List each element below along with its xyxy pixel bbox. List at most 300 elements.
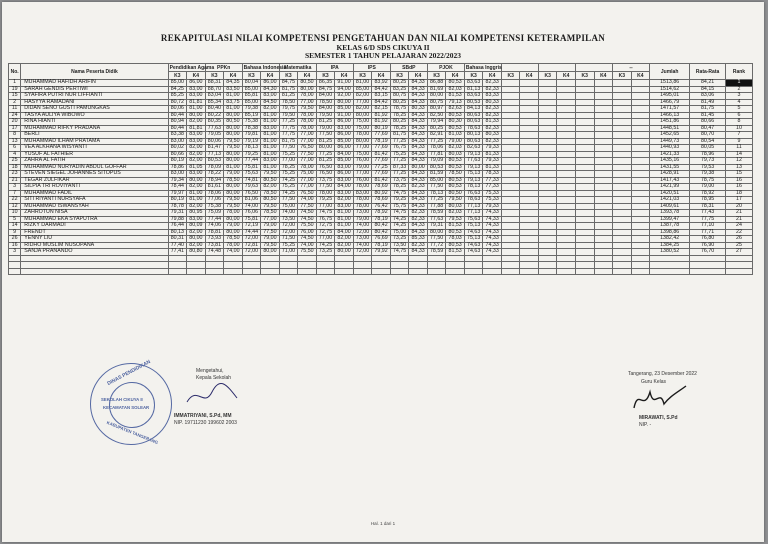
cell-name: SARAH GENDIS PERTIWI	[21, 86, 168, 93]
cell-score: 74,25	[390, 223, 409, 230]
cell-score: 78,03	[446, 236, 465, 243]
cell-rank: 1	[725, 80, 752, 87]
cell-score: 80,53	[446, 158, 465, 165]
cell-score: 74,25	[390, 216, 409, 223]
cell-score: 82,00	[187, 242, 206, 249]
cell-score: 79,33	[483, 158, 502, 165]
cell-score: 83,38	[168, 132, 187, 139]
cell-score: 76,44	[168, 223, 187, 230]
cell-score: 82,00	[187, 203, 206, 210]
cell-score: 84,33	[409, 249, 428, 256]
cell-score: 79,00	[224, 171, 243, 178]
cell-rata: 76,90	[690, 242, 726, 249]
cell-score: 80,50	[298, 80, 317, 87]
cell-score: 78,00	[298, 164, 317, 171]
cell-score: 77,25	[316, 151, 335, 158]
cell-no: 2	[9, 99, 21, 106]
cell-rata: 79,38	[690, 171, 726, 178]
cell-score: 80,50	[261, 197, 280, 204]
cell-no: 24	[9, 112, 21, 119]
report-page	[2, 2, 764, 542]
empty-cell	[725, 268, 752, 275]
cell-score: 78,75	[390, 106, 409, 113]
cell-rank: 9	[725, 138, 752, 145]
cell-score: 81,75	[390, 132, 409, 139]
cell-score: 80,30	[446, 119, 465, 126]
cell-rank: 6	[725, 112, 752, 119]
cell-score: 75,00	[353, 151, 372, 158]
cell-score: 83,00	[187, 171, 206, 178]
cell-score: 75,81	[242, 164, 261, 171]
empty-cell	[483, 268, 502, 275]
cell-score: 76,50	[298, 145, 317, 152]
cell-name: MUHAMMAD RIFKY PRADANA	[21, 125, 168, 132]
cell-no: 26	[9, 236, 21, 243]
cell-score: 80,53	[446, 184, 465, 191]
cell-score: 83,00	[187, 93, 206, 100]
cell-score: 80,00	[298, 86, 317, 93]
empty-cell	[538, 268, 557, 275]
cell-rata: 81,45	[690, 112, 726, 119]
cell-rank: 11	[725, 145, 752, 152]
cell-score: 81,00	[261, 119, 280, 126]
cell-score: 78,59	[427, 210, 446, 217]
cell-score: 72,75	[316, 229, 335, 236]
cell-rank: 5	[725, 106, 752, 113]
header-k3: K3	[576, 72, 595, 80]
left-signature	[182, 380, 242, 410]
report-title: REKAPITULASI NILAI KOMPETENSI PENGETAHUAN DAN NILAI KOMPETENSI KETERAMPILAN	[160, 33, 606, 43]
header-k3: K3	[390, 72, 409, 80]
cell-score: 79,34	[168, 177, 187, 184]
cell-score: 81,13	[464, 86, 483, 93]
cell-jumlah: 1449,73	[650, 138, 690, 145]
header-subject	[576, 64, 613, 72]
cell-score: 82,03	[446, 210, 465, 217]
cell-score: 82,00	[187, 184, 206, 191]
cell-score: 78,00	[316, 190, 335, 197]
cell-score: 83,04	[205, 93, 224, 100]
empty-cell	[594, 268, 613, 275]
cell-score: 83,00	[168, 171, 187, 178]
empty-cell	[224, 268, 243, 275]
cell-score: 79,50	[224, 197, 243, 204]
cell-score: 79,81	[242, 132, 261, 139]
cell-score: 80,19	[168, 197, 187, 204]
cell-name: MUHAMMAD FADIL	[21, 190, 168, 197]
cell-score: 77,75	[279, 125, 298, 132]
cell-score: 75,63	[464, 216, 483, 223]
cell-score: 78,50	[261, 190, 280, 197]
cell-score: 74,25	[279, 177, 298, 184]
cell-score: 80,00	[224, 125, 243, 132]
cell-score: 82,33	[483, 112, 502, 119]
empty-cell	[557, 268, 576, 275]
cell-score: 79,50	[261, 242, 280, 249]
cell-rank: 17	[725, 197, 752, 204]
header-k4: K4	[261, 72, 280, 80]
cell-score: 75,38	[242, 119, 261, 126]
cell-score: 72,00	[353, 249, 372, 256]
cell-rata: 78,92	[690, 190, 726, 197]
cell-score: 73,50	[390, 242, 409, 249]
cell-score: 81,00	[224, 164, 243, 171]
cell-score: 84,00	[335, 184, 354, 191]
empty-cell	[298, 268, 317, 275]
cell-rank: 26	[725, 236, 752, 243]
cell-score: 72,00	[279, 223, 298, 230]
cell-score: 78,94	[205, 177, 224, 184]
cell-score: 75,33	[483, 197, 502, 204]
cell-score: 81,25	[316, 119, 335, 126]
cell-score: 80,53	[446, 177, 465, 184]
cell-score: 81,25	[316, 138, 335, 145]
cell-name: SITI RIYANTI NURSYAFA	[21, 197, 168, 204]
header-k3: K3	[279, 72, 298, 80]
cell-rank: 12	[725, 158, 752, 165]
cell-score: 80,42	[372, 223, 391, 230]
cell-score: 75,38	[205, 203, 224, 210]
cell-score: 80,00	[224, 132, 243, 139]
cell-score: 79,05	[205, 132, 224, 139]
cell-no: 4	[9, 151, 21, 158]
cell-score: 72,81	[242, 242, 261, 249]
cell-jumlah: 1421,99	[650, 184, 690, 191]
cell-score: 77,33	[483, 184, 502, 191]
cell-score: 78,19	[372, 242, 391, 249]
cell-score: 82,63	[446, 106, 465, 113]
cell-score: 81,00	[187, 106, 206, 113]
cell-score: 81,05	[187, 164, 206, 171]
cell-score: 79,13	[446, 99, 465, 106]
cell-score: 78,78	[168, 203, 187, 210]
cell-score: 77,69	[372, 145, 391, 152]
cell-score: 77,00	[298, 177, 317, 184]
cell-score: 76,50	[242, 190, 261, 197]
cell-score: 81,00	[224, 106, 243, 113]
empty-cell	[372, 268, 391, 275]
cell-score: 81,53	[446, 249, 465, 256]
cell-score: 77,50	[279, 197, 298, 204]
cell-score: 79,50	[261, 171, 280, 178]
cell-score: 84,13	[464, 106, 483, 113]
cell-score: 80,25	[427, 125, 446, 132]
cell-score: 84,00	[316, 93, 335, 100]
cell-score: 83,00	[335, 125, 354, 132]
cell-score: 84,33	[409, 190, 428, 197]
cell-score: 78,09	[205, 164, 224, 171]
cell-score: 85,34	[205, 99, 224, 106]
cell-score: 75,25	[390, 151, 409, 158]
cell-score: 76,63	[464, 190, 483, 197]
cell-score: 85,00	[335, 106, 354, 113]
cell-score: 81,00	[187, 190, 206, 197]
cell-score: 82,00	[261, 106, 280, 113]
cell-score: 80,00	[224, 229, 243, 236]
cell-score: 80,00	[224, 190, 243, 197]
cell-score: 79,25	[390, 197, 409, 204]
header-subject: Bahasa Indonesia	[243, 64, 287, 71]
cell-score: 79,50	[224, 203, 243, 210]
report-class: KELAS 6/D SDS CIKUYA II	[336, 43, 430, 52]
cell-jumlah: 1420,51	[650, 190, 690, 197]
cell-score: 78,59	[427, 249, 446, 256]
cell-name: STEVEN SIEGEL JOHANNES SITOPUS	[21, 171, 168, 178]
cell-score: 78,63	[464, 125, 483, 132]
cell-score: 78,25	[279, 164, 298, 171]
cell-name: MUHAMMAD ILHAM PRATAMA	[21, 138, 168, 145]
cell-score: 76,06	[242, 210, 261, 217]
empty-cell	[501, 268, 520, 275]
cell-score: 78,00	[298, 112, 317, 119]
cell-score: 80,50	[261, 177, 280, 184]
header-k4: K4	[446, 72, 465, 80]
header-name: Nama Peserta Didik	[21, 64, 168, 80]
cell-score: 86,00	[261, 80, 280, 87]
cell-score: 80,19	[372, 125, 391, 132]
cell-score: 80,63	[464, 119, 483, 126]
cell-rank: 24	[725, 223, 752, 230]
cell-score: 82,33	[409, 210, 428, 217]
cell-rata: 78,31	[690, 203, 726, 210]
cell-score: 88,70	[205, 86, 224, 93]
cell-score: 80,50	[446, 190, 465, 197]
cell-rank: 16	[725, 184, 752, 191]
cell-score: 74,48	[205, 249, 224, 256]
cell-score: 75,00	[298, 171, 317, 178]
cell-rata: 77,10	[690, 223, 726, 230]
cell-score: 85,33	[409, 236, 428, 243]
header-k4: K4	[335, 72, 354, 80]
cell-score: 84,33	[409, 132, 428, 139]
cell-score: 84,33	[409, 171, 428, 178]
cell-no: 10	[9, 210, 21, 217]
cell-score: 77,00	[316, 236, 335, 243]
cell-score: 80,00	[224, 112, 243, 119]
empty-cell	[650, 268, 690, 275]
cell-score: 75,25	[279, 242, 298, 249]
cell-score: 82,00	[187, 151, 206, 158]
cell-score: 75,25	[279, 151, 298, 158]
cell-score: 86,00	[335, 171, 354, 178]
cell-score: 72,00	[242, 236, 261, 243]
stamp-text-mid1: SEKOLAH CIKUYA II	[101, 397, 143, 402]
cell-no: 3	[9, 249, 21, 256]
cell-score: 77,41	[168, 249, 187, 256]
cell-score: 77,00	[298, 184, 317, 191]
header-k4: K4	[409, 72, 428, 80]
cell-score: 79,09	[427, 158, 446, 165]
cell-score: 73,00	[353, 210, 372, 217]
cell-score: 82,33	[483, 125, 502, 132]
cell-score: 84,42	[372, 99, 391, 106]
empty-cell	[390, 268, 409, 275]
empty-cell	[613, 268, 632, 275]
cell-score: 80,53	[446, 80, 465, 87]
cell-score: 84,00	[335, 229, 354, 236]
cell-score: 77,00	[298, 138, 317, 145]
cell-score: 83,15	[372, 93, 391, 100]
cell-score: 80,53	[446, 112, 465, 119]
cell-score: 82,00	[187, 145, 206, 152]
cell-jumlah: 1384,25	[650, 242, 690, 249]
header-subject: PPKn	[205, 64, 242, 72]
empty-cell	[464, 268, 483, 275]
cell-rata: 84,21	[690, 80, 726, 87]
cell-score: 83,00	[335, 164, 354, 171]
cell-score: 74,50	[298, 210, 317, 217]
cell-score: 78,00	[353, 132, 372, 139]
cell-score: 78,19	[372, 138, 391, 145]
cell-rank: 25	[725, 242, 752, 249]
cell-score: 84,33	[409, 197, 428, 204]
cell-score: 82,33	[483, 80, 502, 87]
cell-score: 76,50	[316, 164, 335, 171]
cell-score: 79,25	[242, 151, 261, 158]
cell-score: 85,00	[335, 158, 354, 165]
header-subject: Pendidikan Agama	[169, 64, 215, 71]
cell-jumlah: 1448,51	[650, 125, 690, 132]
grades-table	[8, 63, 753, 275]
cell-name: MUHAMMAD NURYADIN ABDUL GOFFAR	[21, 164, 168, 171]
cell-score: 81,00	[335, 216, 354, 223]
cell-score: 77,69	[372, 171, 391, 178]
cell-score: 75,50	[298, 223, 317, 230]
cell-rank: 7	[725, 132, 752, 139]
cell-score: 79,97	[168, 190, 187, 197]
cell-score: 74,33	[483, 242, 502, 249]
cell-score: 77,50	[298, 203, 317, 210]
empty-cell	[242, 268, 261, 275]
right-place-date: Tangerang, 23 Desember 2022	[628, 371, 697, 377]
cell-score: 81,47	[205, 145, 224, 152]
cell-score: 80,00	[353, 112, 372, 119]
cell-score: 77,40	[168, 242, 187, 249]
cell-score: 82,63	[464, 145, 483, 152]
cell-score: 82,00	[261, 184, 280, 191]
cell-score: 77,00	[298, 158, 317, 165]
cell-score: 71,00	[279, 249, 298, 256]
school-stamp	[90, 359, 172, 446]
cell-score: 79,50	[224, 138, 243, 145]
cell-score: 82,33	[409, 216, 428, 223]
cell-score: 73,50	[279, 216, 298, 223]
cell-score: 82,03	[446, 145, 465, 152]
empty-cell	[187, 268, 206, 275]
cell-score: 86,88	[427, 80, 446, 87]
header-k3: K3	[168, 72, 187, 80]
cell-score: 80,92	[372, 190, 391, 197]
cell-score: 77,25	[427, 138, 446, 145]
cell-score: 74,25	[279, 190, 298, 197]
cell-score: 78,00	[298, 119, 317, 126]
cell-score: 76,75	[316, 216, 335, 223]
cell-score: 80,03	[446, 151, 465, 158]
cell-score: 78,86	[168, 164, 187, 171]
cell-score: 77,00	[298, 132, 317, 139]
cell-no: 1	[9, 80, 21, 87]
cell-score: 84,35	[224, 80, 243, 87]
cell-score: 83,25	[390, 86, 409, 93]
cell-score: 81,00	[335, 210, 354, 217]
cell-score: 81,53	[446, 223, 465, 230]
cell-jumlah: 1435,16	[650, 158, 690, 165]
cell-score: 76,42	[372, 203, 391, 210]
cell-score: 75,13	[464, 223, 483, 230]
cell-no: 11	[9, 106, 21, 113]
cell-score: 77,06	[205, 197, 224, 204]
cell-score: 79,38	[242, 106, 261, 113]
cell-score: 80,00	[427, 93, 446, 100]
cell-score: 73,75	[316, 177, 335, 184]
cell-score: 82,33	[483, 86, 502, 93]
cell-score: 80,53	[446, 242, 465, 249]
cell-rata: 78,75	[690, 177, 726, 184]
cell-score: 80,50	[224, 119, 243, 126]
cell-score: 78,06	[205, 190, 224, 197]
header-k4: K4	[594, 72, 613, 80]
cell-score: 81,92	[372, 119, 391, 126]
cell-score: 75,09	[205, 210, 224, 217]
cell-score: 83,00	[187, 132, 206, 139]
cell-score: 84,25	[168, 86, 187, 93]
cell-score: 74,44	[242, 229, 261, 236]
cell-score: 81,25	[316, 158, 335, 165]
header-subject	[538, 64, 575, 72]
cell-score: 78,00	[298, 125, 317, 132]
cell-score: 75,50	[298, 249, 317, 256]
cell-score: 80,63	[464, 138, 483, 145]
cell-no: 20	[9, 119, 21, 126]
cell-score: 80,00	[187, 177, 206, 184]
right-role: Guru Kelas	[641, 379, 667, 385]
cell-score: 83,92	[372, 80, 391, 87]
cell-score: 79,63	[242, 184, 261, 191]
cell-score: 80,19	[168, 158, 187, 165]
cell-score: 80,00	[427, 229, 446, 236]
cell-name: RINA HIANTI	[21, 119, 168, 126]
cell-score: 77,50	[316, 184, 335, 191]
header-subject: --	[613, 64, 650, 72]
cell-score: 76,00	[353, 158, 372, 165]
cell-score: 80,22	[205, 112, 224, 119]
cell-score: 79,19	[242, 138, 261, 145]
cell-score: 77,00	[261, 216, 280, 223]
cell-score: 78,13	[427, 190, 446, 197]
cell-score: 86,00	[335, 132, 354, 139]
cell-score: 77,00	[316, 203, 335, 210]
cell-score: 79,88	[168, 216, 187, 223]
cell-score: 80,53	[464, 99, 483, 106]
cell-score: 84,33	[409, 86, 428, 93]
cell-jumlah: 1380,52	[650, 249, 690, 256]
cell-no: 5	[9, 216, 21, 223]
cell-score: 78,13	[464, 184, 483, 191]
cell-score: 81,69	[427, 86, 446, 93]
cell-score: 81,59	[427, 171, 446, 178]
cell-no: 22	[9, 197, 21, 204]
header-k4: K4	[557, 72, 576, 80]
cell-score: 82,00	[353, 106, 372, 113]
header-subject: PJOK	[427, 64, 464, 72]
cell-name: DIDAN SENO GUSTI PAMUNGKAS	[21, 106, 168, 113]
cell-score: 80,09	[187, 223, 206, 230]
cell-score: 78,00	[224, 210, 243, 217]
cell-no: 6	[9, 145, 21, 152]
cell-score: 79,50	[446, 197, 465, 204]
cell-rank: 13	[725, 164, 752, 171]
cell-score: 83,00	[261, 93, 280, 100]
